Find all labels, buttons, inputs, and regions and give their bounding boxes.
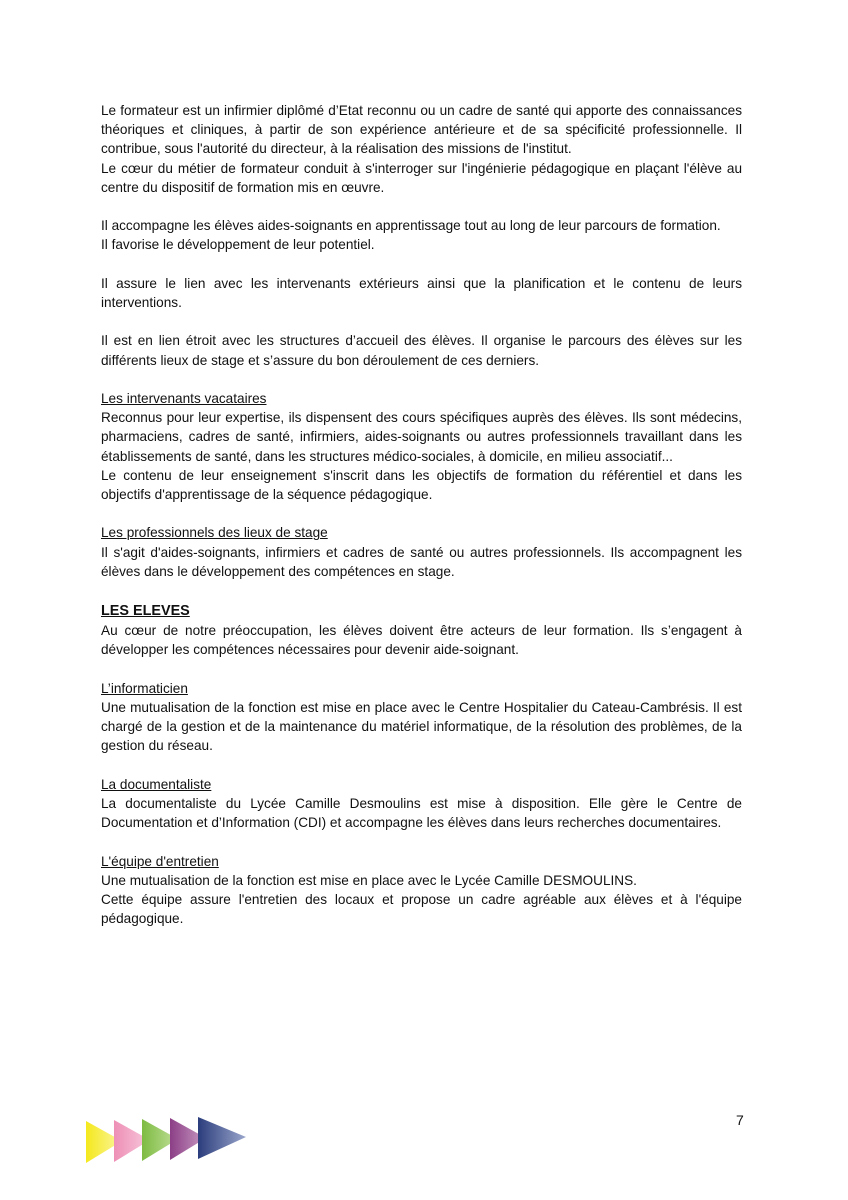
formateur-paragraph-3: Il accompagne les élèves aides-soignants en apprentissage tout au long de leur parcours de formation.	[101, 218, 721, 234]
page-number: 7	[736, 1112, 744, 1128]
formateur-paragraph-4: Il favorise le développement de leur potentiel.	[101, 237, 375, 253]
entretien-heading: L'équipe d'entretien	[101, 853, 219, 869]
formateur-paragraph-6: Il est en lien étroit avec les structures d’accueil des élèves. Il organise le parcours des élèves sur les différents lieux de stage et s’assure du bon déroulement de ces derniers.	[101, 333, 742, 368]
documentaliste-heading: La documentaliste	[101, 776, 212, 792]
formateur-paragraph-2: Le cœur du métier de formateur conduit à s'interroger sur l'ingénierie pédagogique en plaçant l'élève au centre du dispositif de formation mis en œuvre.	[101, 160, 742, 195]
eleves-section	[101, 602, 742, 660]
vacataires-paragraph-2: Le contenu de leur enseignement s'inscrit dans les objectifs de formation du référentiel et dans les objectifs d'apprentissage de la séquence pédagogique.	[101, 467, 742, 502]
institute-logo	[84, 1117, 250, 1169]
entretien-paragraph-1: Une mutualisation de la fonction est mise en place avec le Lycée Camille DESMOULINS.	[101, 872, 637, 888]
eleves-title: LES ELEVES	[101, 603, 190, 619]
vacataires-section	[101, 389, 742, 504]
vacataires-paragraph-1: Reconnus pour leur expertise, ils dispensent des cours spécifiques auprès des élèves. Ils sont médecins, pharmaciens, cadres de santé, infirmiers, aides-soignants ou autres professionnels travaillant dans les établissements de santé, dans les structures médico-sociales, à domicile, en milieu associatif...	[101, 410, 742, 464]
logo-arrow-blue	[198, 1117, 246, 1159]
entretien-paragraph-2: Cette équipe assure l'entretien des locaux et propose un cadre agréable aux élèves et à l'équipe pédagogique.	[101, 892, 742, 927]
stage-heading: Les professionnels des lieux de stage	[101, 525, 328, 541]
informaticien-section	[101, 679, 742, 756]
eleves-paragraph-1: Au cœur de notre préoccupation, les élèves doivent être acteurs de leur formation. Ils s’engagent à développer les compétences nécessaires pour devenir aide-soignant.	[101, 623, 742, 658]
documentaliste-section	[101, 775, 742, 833]
informaticien-paragraph-1: Une mutualisation de la fonction est mise en place avec le Centre Hospitalier du Cateau-Cambrésis. Il est chargé de la gestion et de la maintenance du matériel informatique, de la résolution des problèmes, de la gestion du réseau.	[101, 700, 742, 754]
informaticien-heading: L’informaticien	[101, 680, 188, 696]
formateur-paragraph-1: Le formateur est un infirmier diplômé d’Etat reconnu ou un cadre de santé qui apporte des connaissances théoriques et cliniques, à partir de son expérience antérieure et de sa spécificité professionnelle. Il contribue, sous l'autorité du directeur, à la réalisation des missions de l'institut.	[101, 103, 742, 157]
formateur-section	[101, 101, 742, 197]
stage-section	[101, 523, 742, 581]
page-content	[101, 101, 742, 948]
formateur-accompagnement	[101, 216, 742, 254]
documentaliste-paragraph-1: La documentaliste du Lycée Camille Desmoulins est mise à disposition. Elle gère le Centre de Documentation et d’Information (CDI) et accompagne les élèves dans leurs recherches documentaires.	[101, 796, 742, 831]
formateur-lien	[101, 274, 742, 312]
formateur-paragraph-5: Il assure le lien avec les intervenants extérieurs ainsi que la planification et le contenu de leurs interventions.	[101, 275, 742, 310]
formateur-structures	[101, 331, 742, 369]
entretien-section	[101, 852, 742, 929]
stage-paragraph-1: Il s'agit d'aides-soignants, infirmiers et cadres de santé ou autres professionnels. Ils accompagnent les élèves dans le développement des compétences en stage.	[101, 544, 742, 579]
vacataires-heading: Les intervenants vacataires	[101, 390, 267, 406]
